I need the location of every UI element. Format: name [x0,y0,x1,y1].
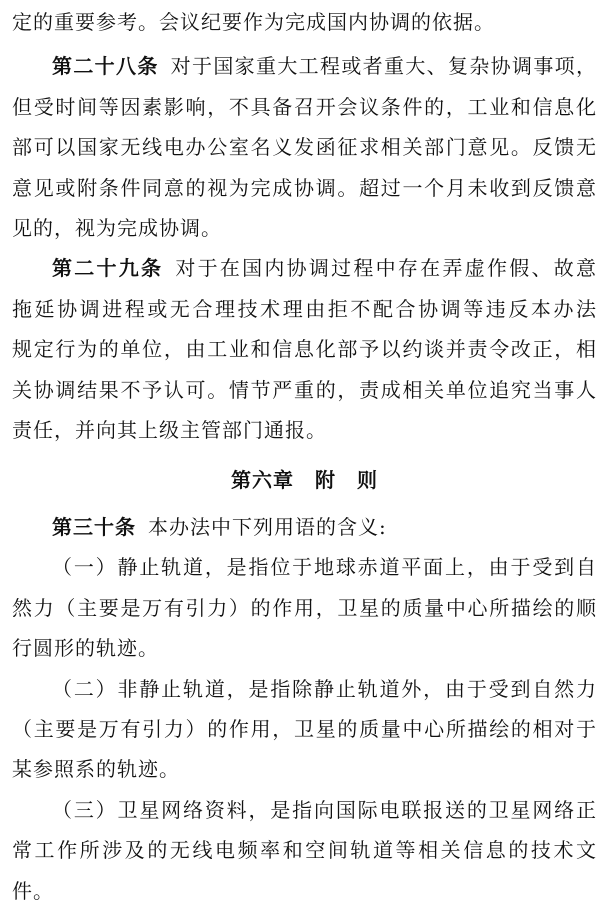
paragraph-line: 但受时间等因素影响，不具备召开会议条件的，工业和信息化 [12,94,597,119]
paragraph-line [12,248,597,288]
paragraph-line: 行圆形的轨迹。 [12,636,159,661]
paragraph-line [12,507,597,547]
article-30 [12,507,597,547]
paragraph-line: （一）静止轨道，是指位于地球赤道平面上，由于受到自 [52,555,597,580]
article-number: 第二十八条 [52,54,159,79]
article-28 [12,46,597,248]
paragraph-line: 责任，并向其上级主管部门通报。 [12,418,327,443]
article-number: 第二十九条 [52,256,164,281]
paragraph-line: （三）卫星网络资料，是指向国际电联报送的卫星网络正 [52,797,597,822]
definition-2 [12,669,597,790]
paragraph-line: 部可以国家无线电办公室名义发函征求相关部门意见。反馈无 [12,135,597,160]
paragraph-line: 然力（主要是万有引力）的作用，卫星的质量中心所描绘的顺 [12,595,597,620]
paragraph-line: 见的，视为完成协调。 [12,216,222,241]
article-29 [12,248,597,450]
chapter-heading: 第六章 附 则 [231,468,378,493]
paragraph-line: （主要是万有引力）的作用，卫星的质量中心所描绘的相对于 [12,716,597,741]
article-text: 对于国家重大工程或者重大、复杂协调事项， [170,54,598,79]
definition-1 [12,547,597,668]
article-text: 对于在国内协调过程中存在弄虚作假、故意 [175,256,598,281]
paragraph-line: （二）非静止轨道，是指除静止轨道外，由于受到自然力 [52,676,597,701]
article-text: 本办法中下列用语的含义: [148,514,387,539]
definition-3 [12,790,597,911]
paragraph-line: 关协调结果不予认可。情节严重的，责成相关单位追究当事人 [12,377,597,402]
continuation-paragraph [12,2,597,42]
paragraph-line: 件。 [12,878,54,903]
paragraph-line: 定的重要参考。会议纪要作为完成国内协调的依据。 [12,10,495,34]
paragraph-line: 意见或附条件同意的视为完成协调。超过一个月未收到反馈意 [12,175,597,200]
paragraph-line [12,46,597,86]
document-page [12,2,597,911]
paragraph-line: 规定行为的单位，由工业和信息化部予以约谈并责令改正，相 [12,337,597,362]
paragraph-line: 拖延协调进程或无合理技术理由拒不配合协调等违反本办法 [12,296,597,321]
article-number: 第三十条 [52,514,136,539]
paragraph-line: 常工作所涉及的无线电频率和空间轨道等相关信息的技术文 [12,838,597,863]
paragraph-line: 某参照系的轨迹。 [12,757,180,782]
